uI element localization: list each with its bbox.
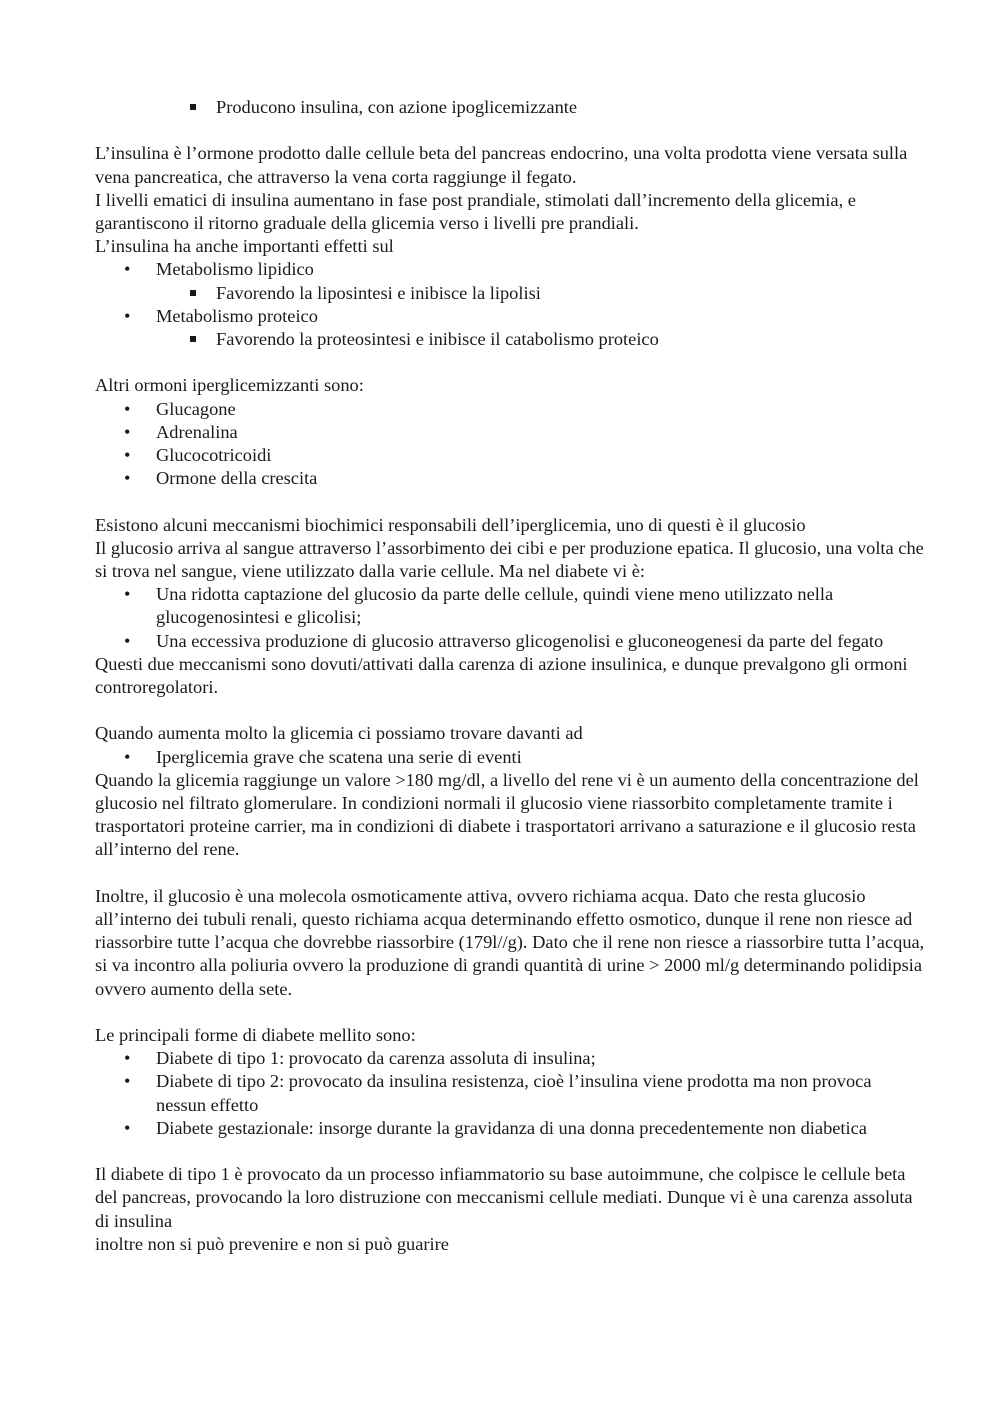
paragraph: Inoltre, il glucosio è una molecola osmoticamente attiva, ovvero richiama acqua. Dato che resta glucosio all’interno dei tubuli renali, questo richiama acqua determinando effetto osmotico, dunque il rene non riesce ad riassorbire tutte l’acqua che dovrebbe riassorbire (179l//g). Dato che il rene non riesce a riassorbire tutta l’acqua, si va incontro alla poliuria ovvero la produzione di grandi quantità di urine > 2000 ml/g determinando polidipsia ovvero aumento della sete. xyxy=(95,885,925,999)
paragraph: Il glucosio arriva al sangue attraverso l’assorbimento dei cibi e per produzione epatica. Il glucosio, una volta che si trova nel sangue, viene utilizzato dalla varie cellule. Ma nel diabete vi è: xyxy=(95,537,924,582)
list-item: • Una ridotta captazione del glucosio da parte delle cellule, quindi viene meno utilizzato nella glucogenosintesi e glicolisi; xyxy=(95,583,925,629)
paragraph: inoltre non si può prevenire e non si può guarire xyxy=(95,1233,449,1254)
paragraph: Il diabete di tipo 1 è provocato da un processo infiammatorio su base autoimmune, che colpisce le cellule beta del pancreas, provocando la loro distruzione con meccanismi cellule mediati. Dunque vi è una carenza assoluta di insulina xyxy=(95,1164,913,1231)
paragraph: L’insulina ha anche importanti effetti sul xyxy=(95,236,394,257)
bullet-list xyxy=(95,1047,925,1140)
bullet-list xyxy=(95,746,925,769)
paragraph: I livelli ematici di insulina aumentano in fase post prandiale, stimolati dall’incremento della glicemia, e garantiscono il ritorno graduale della glicemia verso i livelli pre prandiali. xyxy=(95,189,856,233)
paragraph-gap xyxy=(95,862,925,885)
list-item: • Una eccessiva produzione di glucosio attraverso glicogenolisi e gluconeogenesi da parte del fegato xyxy=(95,630,925,653)
paragraph-gap xyxy=(95,490,925,513)
list-item: • Diabete di tipo 1: provocato da carenza assoluta di insulina; xyxy=(95,1047,925,1070)
list-item: Favorendo la proteosintesi e inibisce il catabolismo proteico xyxy=(95,328,925,351)
list-item: • Diabete di tipo 2: provocato da insulina resistenza, cioè l’insulina viene prodotta ma non provoca nessun effetto xyxy=(95,1070,925,1116)
paragraph: Altri ormoni iperglicemizzanti sono: xyxy=(95,375,364,396)
list-item: • Adrenalina xyxy=(95,421,925,444)
bullet-list xyxy=(95,258,925,351)
list-item: • Metabolismo proteico xyxy=(95,305,925,328)
paragraph-gap xyxy=(95,119,925,142)
list-item: • Diabete gestazionale: insorge durante la gravidanza di una donna precedentemente non diabetica xyxy=(95,1117,925,1140)
list-item: • Ormone della crescita xyxy=(95,467,925,490)
paragraph: Le principali forme di diabete mellito sono: xyxy=(95,1025,416,1046)
list-item: • Metabolismo lipidico xyxy=(95,258,925,281)
list-item: Favorendo la liposintesi e inibisce la lipolisi xyxy=(95,282,925,305)
paragraph: Quando aumenta molto la glicemia ci possiamo trovare davanti ad xyxy=(95,723,583,744)
paragraph: Quando la glicemia raggiunge un valore >180 mg/dl, a livello del rene vi è un aumento della concentrazione del glucosio nel filtrato glomerulare. In condizioni normali il glucosio viene riassorbito completamente tramite i trasportatori proteine carrier, ma in condizioni di diabete i trasportatori arrivano a saturazione e il glucosio resta all’interno del rene. xyxy=(95,769,919,860)
paragraph-gap xyxy=(95,699,925,722)
list-item: • Glucagone xyxy=(95,398,925,421)
document-page xyxy=(95,96,925,1256)
paragraph-gap xyxy=(95,1001,925,1024)
bullet-list xyxy=(95,398,925,491)
bullet-list xyxy=(95,583,925,653)
paragraph-gap xyxy=(95,1140,925,1163)
list-item: Producono insulina, con azione ipoglicemizzante xyxy=(95,96,925,119)
paragraph-gap xyxy=(95,351,925,374)
paragraph: Questi due meccanismi sono dovuti/attivati dalla carenza di azione insulinica, e dunque prevalgono gli ormoni controregolatori. xyxy=(95,653,908,698)
list-item: • Glucocotricoidi xyxy=(95,444,925,467)
paragraph: L’insulina è l’ormone prodotto dalle cellule beta del pancreas endocrino, una volta prodotta viene versata sulla vena pancreatica, che attraverso la vena corta raggiunge il fegato. xyxy=(95,143,908,187)
bullet-list xyxy=(95,96,925,119)
list-item: • Iperglicemia grave che scatena una serie di eventi xyxy=(95,746,925,769)
paragraph: Esistono alcuni meccanismi biochimici responsabili dell’iperglicemia, uno di questi è il glucosio xyxy=(95,514,806,535)
